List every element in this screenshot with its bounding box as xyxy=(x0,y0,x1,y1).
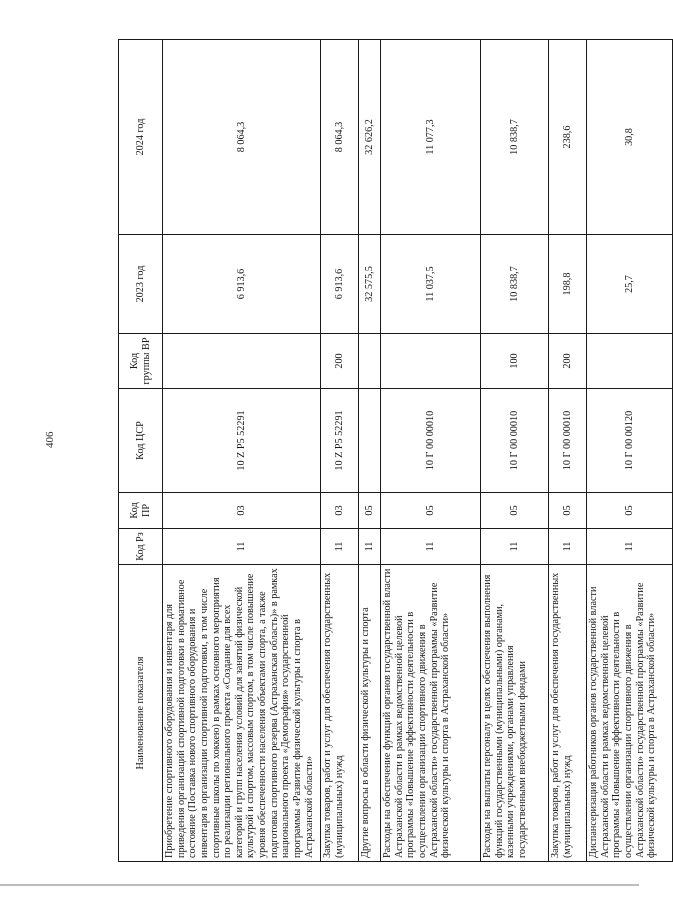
table-header-row xyxy=(119,40,163,862)
cell-csr: 10 Г 00 00010 xyxy=(549,389,587,493)
header-csr: Код ЦСР xyxy=(119,389,163,493)
cell-vr xyxy=(587,334,673,389)
cell-2024: 30,8 xyxy=(587,40,673,235)
cell-name: Приобретение спортивного оборудования и инвентаря для приведения организаций спортивной подготовки в нормативное состояние (Поставка нового спортивного оборудования и инвентаря в организации спортивной подготовки, в том числе спортивные школы по хоккею) в рамках основного мероприятия по реализации регионального проекта «Создание для всех категорий и групп населения условий для занятий физической культурой и спортом, массовым спортом, в том числе повышение уровня обеспеченности населения объектами спорта, а также подготовка спортивного резерва (Астраханская область)» в рамках национального проекта «Демография» государственной программы «Развитие физической культуры и спорта в Астраханской области» xyxy=(163,565,321,862)
scan-edge-line xyxy=(0,884,639,886)
cell-2023: 25,7 xyxy=(587,235,673,334)
cell-vr xyxy=(359,334,381,389)
cell-csr xyxy=(359,389,381,493)
cell-rz: 11 xyxy=(381,529,481,565)
cell-pr: 03 xyxy=(163,493,321,529)
page-number: 406 xyxy=(44,431,56,448)
header-name: Наименование показателя xyxy=(119,565,163,862)
cell-2023: 11 037,5 xyxy=(381,235,481,334)
cell-2023: 10 838,7 xyxy=(481,235,549,334)
cell-name: Расходы на выплаты персоналу в целях обеспечения выполнения функций государственными (муниципальными) органами, казенными учреждениями, органами управления государственными внебюджетными фондами xyxy=(481,565,549,862)
header-pr: Код ПР xyxy=(119,493,163,529)
cell-vr: 200 xyxy=(549,334,587,389)
cell-vr: 100 xyxy=(481,334,549,389)
cell-rz: 11 xyxy=(163,529,321,565)
header-2023: 2023 год xyxy=(119,235,163,334)
cell-pr: 05 xyxy=(549,493,587,529)
cell-csr: 10 Г 00 00010 xyxy=(481,389,549,493)
rotated-page xyxy=(118,40,658,862)
cell-2024: 10 838,7 xyxy=(481,40,549,235)
cell-csr: 10 Г 00 00120 xyxy=(587,389,673,493)
header-2024: 2024 год xyxy=(119,40,163,235)
header-vr: Код группы ВР xyxy=(119,334,163,389)
cell-csr: 10 Z P5 52291 xyxy=(163,389,321,493)
table-row xyxy=(321,40,359,862)
cell-2023: 6 913,6 xyxy=(163,235,321,334)
cell-csr: 10 Z P5 52291 xyxy=(321,389,359,493)
table-row xyxy=(481,40,549,862)
table-row xyxy=(549,40,587,862)
cell-2023: 32 575,5 xyxy=(359,235,381,334)
table-row xyxy=(163,40,321,862)
cell-rz: 11 xyxy=(321,529,359,565)
budget-table xyxy=(118,39,673,862)
cell-2024: 8 064,3 xyxy=(321,40,359,235)
cell-2024: 8 064,3 xyxy=(163,40,321,235)
cell-vr xyxy=(163,334,321,389)
cell-csr: 10 Г 00 00010 xyxy=(381,389,481,493)
cell-rz: 11 xyxy=(359,529,381,565)
cell-pr: 05 xyxy=(381,493,481,529)
cell-name: Другие вопросы в области физической культуры и спорта xyxy=(359,565,381,862)
cell-pr: 05 xyxy=(587,493,673,529)
cell-name: Расходы на обеспечение функций органов государственной власти Астраханской области в рамках ведомственной целевой программы «Повышение эффективности деятельности в осуществлении организации спортивного движения в Астраханской области» государственной программы «Развитие физической культуры и спорта в Астраханской области» xyxy=(381,565,481,862)
cell-name: Закупка товаров, работ и услуг для обеспечения государственных (муниципальных) нужд xyxy=(549,565,587,862)
cell-vr: 200 xyxy=(321,334,359,389)
cell-name: Закупка товаров, работ и услуг для обеспечения государственных (муниципальных) нужд xyxy=(321,565,359,862)
cell-vr xyxy=(381,334,481,389)
cell-rz: 11 xyxy=(481,529,549,565)
cell-pr: 05 xyxy=(481,493,549,529)
table-row xyxy=(359,40,381,862)
cell-pr: 05 xyxy=(359,493,381,529)
cell-2024: 238,6 xyxy=(549,40,587,235)
cell-2024: 32 626,2 xyxy=(359,40,381,235)
cell-2023: 6 913,6 xyxy=(321,235,359,334)
cell-rz: 11 xyxy=(587,529,673,565)
header-rz: Код Рз xyxy=(119,529,163,565)
cell-name: Диспансеризация работников органов государственной власти Астраханской области в рамках ведомственной целевой программы «Повышение эффективности деятельности в осуществлении организации спортивного движения в Астраханской области» государственной программы «Развитие физической культуры и спорта в Астраханской области» xyxy=(587,565,673,862)
cell-2024: 11 077,3 xyxy=(381,40,481,235)
table-row xyxy=(381,40,481,862)
table-row xyxy=(587,40,673,862)
cell-2023: 198,8 xyxy=(549,235,587,334)
cell-rz: 11 xyxy=(549,529,587,565)
cell-pr: 03 xyxy=(321,493,359,529)
